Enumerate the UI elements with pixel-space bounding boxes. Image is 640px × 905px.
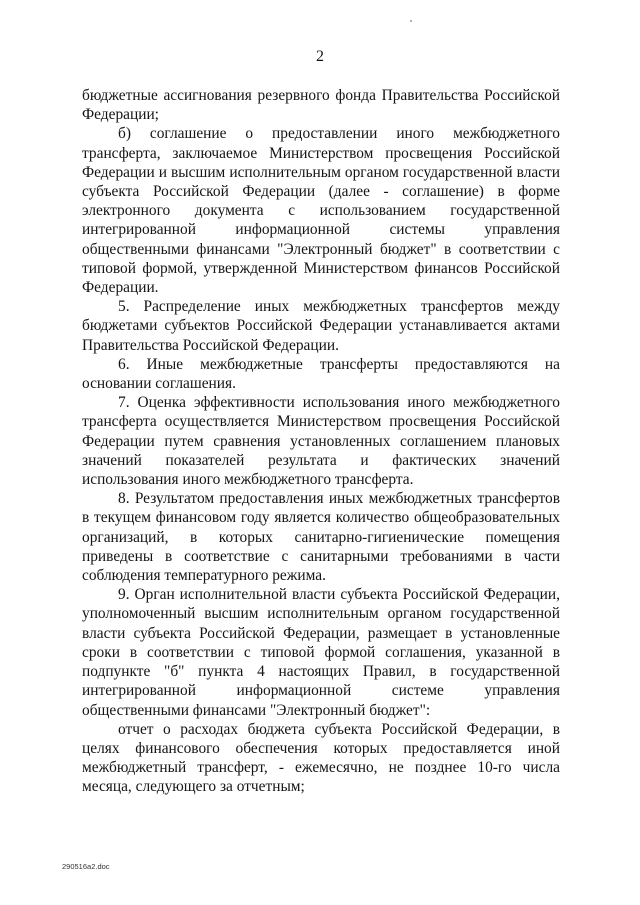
paragraph-agreement: б) соглашение о предоставлении иного межбюджетного трансферта, заключаемое Министерством просвещения Российской Федерации и высшим исполнительным органом государственной власти субъекта Российской Федерации (далее - соглашение) в форме электронного документа с использованием государственной интегрированной информационной системы управления общественными финансами "Электронный бюджет" в соответствии с типовой формой, утвержденной Министерством финансов Российской Федерации. [82,125,560,297]
paragraph-item-5: 5. Распределение иных межбюджетных трансфертов между бюджетами субъектов Российской Федерации устанавливается актами Правительства Российской Федерации. [82,298,560,354]
paragraph-item-9: 9. Орган исполнительной власти субъекта Российской Федерации, уполномоченный высшим исполнительным органом государственной власти субъекта Российской Федерации, размещает в установленные сроки в соответствии с типовой формой соглашения, указанной в подпункте "б" пункта 4 настоящих Правил, в государственной интегрированной информационной системе управления общественными финансами "Электронный бюджет": [82,586,560,719]
page-number: 2 [316,48,324,65]
document-body [82,86,560,797]
paragraph-budget-allocations: бюджетные ассигнования резервного фонда Правительства Российской Федерации; [82,87,560,124]
paragraph-item-6: 6. Иные межбюджетные трансферты предоставляются на основании соглашения. [82,355,560,393]
paragraph-item-7: 7. Оценка эффективности использования иного межбюджетного трансферта осуществляется Министерством просвещения Российской Федерации путем сравнения установленных соглашением плановых значений показателей результата и фактических значений использования иного межбюджетного трансферта. [82,394,560,489]
paragraph-item-8: 8. Результатом предоставления иных межбюджетных трансфертов в текущем финансовом году является количество общеобразовательных организаций, в которых санитарно-гигиенические помещения приведены в соответствие с санитарными требованиями в части соблюдения температурного режима. [82,490,560,585]
scan-speck [410,20,412,22]
file-name-footer: 290516a2.doc [62,862,110,871]
paragraph-expense-report: отчет о расходах бюджета субъекта Российской Федерации, в целях финансового обеспечения которых предоставляется иной межбюджетный трансферт, - ежемесячно, не позднее 10-го числа месяца, следующего за отчетным; [82,720,560,796]
